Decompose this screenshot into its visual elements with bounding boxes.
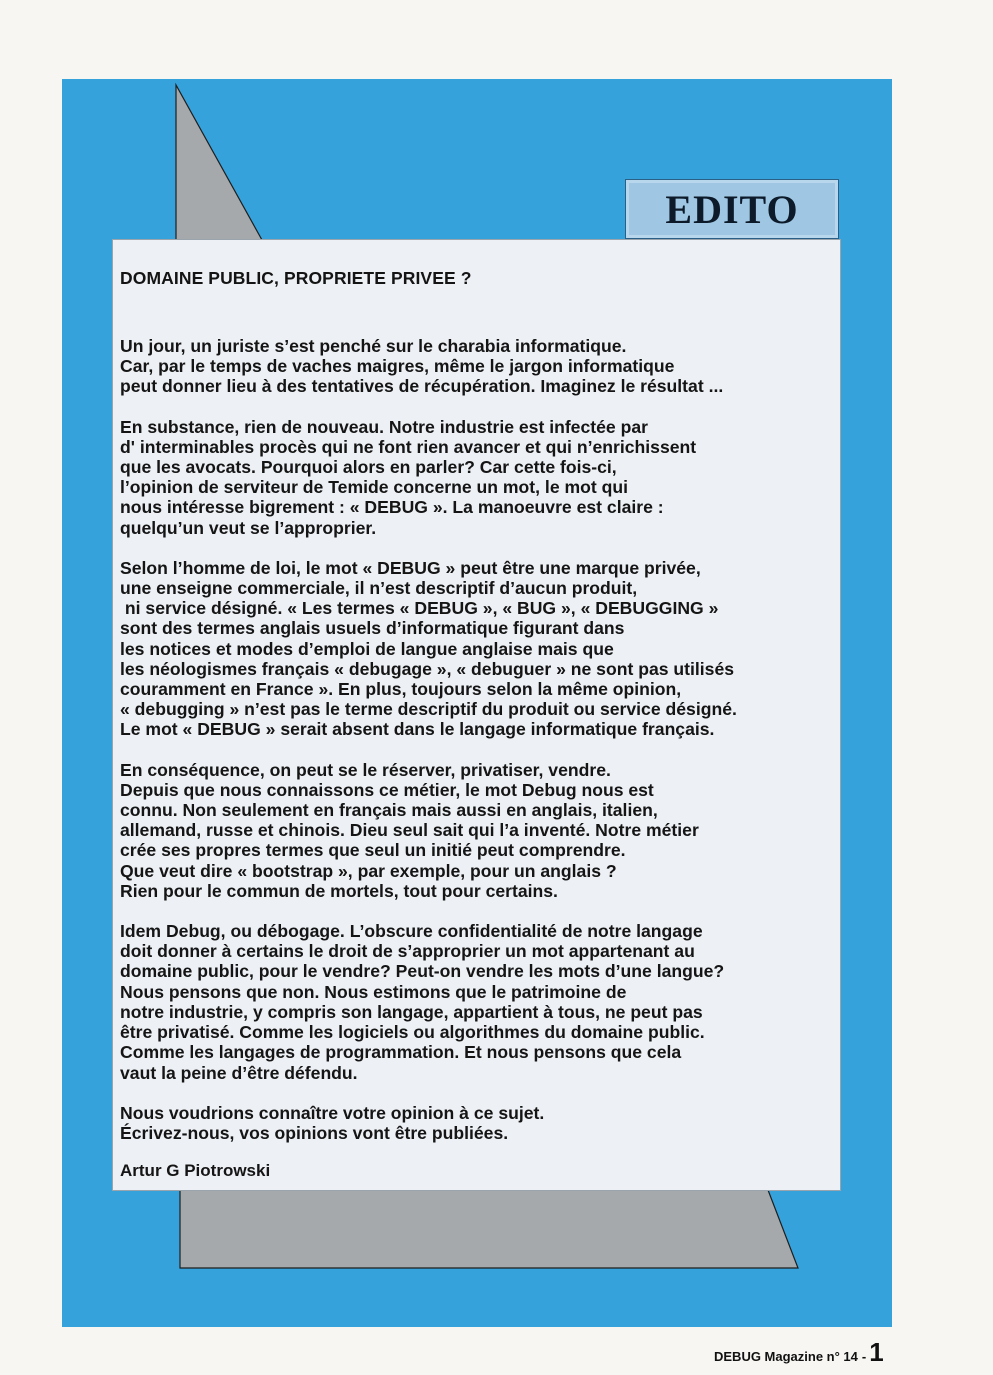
- paragraph-line: notre industrie, y compris son langage, appartient à tous, ne peut pas: [120, 1001, 703, 1022]
- article-paragraph: [120, 760, 830, 901]
- paragraph-line: quelqu’un veut se l’approprier.: [120, 517, 377, 538]
- paragraph-line: les notices et modes d’emploi de langue anglaise mais que: [120, 638, 614, 659]
- paragraph-line: les néologismes français « debugage », « debuguer » ne sont pas utilisés: [120, 658, 735, 679]
- paragraph-line: nous intéresse bigrement : « DEBUG ». La manoeuvre est claire :: [120, 497, 664, 518]
- paragraph-line: Selon l’homme de loi, le mot « DEBUG » peut être une marque privée,: [120, 557, 701, 578]
- article-paragraph: [120, 558, 830, 740]
- page-footer: [714, 1337, 884, 1368]
- article-headline: DOMAINE PUBLIC, PROPRIETE PRIVEE ?: [120, 268, 472, 288]
- paragraph-line: être privatisé. Comme les logiciels ou algorithmes du domaine public.: [120, 1022, 705, 1043]
- paragraph-line: Nous voudrions connaître votre opinion à ce sujet.: [120, 1102, 545, 1123]
- paragraph-line: ni service désigné. « Les termes « DEBUG », « BUG », « DEBUGGING »: [120, 598, 719, 619]
- paragraph-line: allemand, russe et chinois. Dieu seul sait qui l’a inventé. Notre métier: [120, 820, 699, 841]
- editorial-text-box: [112, 239, 841, 1191]
- author-signature: Artur G Piotrowski: [120, 1161, 271, 1181]
- paragraph-line: connu. Non seulement en français mais aussi en anglais, italien,: [120, 800, 658, 821]
- paragraph-line: une enseigne commerciale, il n’est descriptif d’aucun produit,: [120, 578, 638, 599]
- paragraph-line: crée ses propres termes que seul un initié peut comprendre.: [120, 840, 626, 861]
- paragraph-line: l’opinion de serviteur de Temide concerne un mot, le mot qui: [120, 477, 629, 498]
- paragraph-line: que les avocats. Pourquoi alors en parler? Car cette fois-ci,: [120, 457, 617, 478]
- article-body: [120, 336, 830, 1143]
- paragraph-line: domaine public, pour le vendre? Peut-on vendre les mots d’une langue?: [120, 961, 725, 982]
- paragraph-line: vaut la peine d’être défendu.: [120, 1062, 358, 1083]
- edito-banner: [625, 179, 839, 239]
- footer-separator: -: [861, 1349, 867, 1364]
- paragraph-line: Un jour, un juriste s’est penché sur le charabia informatique.: [120, 336, 627, 356]
- paragraph-line: Rien pour le commun de mortels, tout pour certains.: [120, 880, 558, 901]
- page-number: 1: [869, 1337, 884, 1367]
- paragraph-line: doit donner à certains le droit de s’approprier un mot appartenant au: [120, 941, 695, 962]
- paragraph-line: peut donner lieu à des tentatives de récupération. Imaginez le résultat ...: [120, 376, 724, 397]
- paragraph-line: Le mot « DEBUG » serait absent dans le langage informatique français.: [120, 719, 715, 740]
- article-paragraph: [120, 921, 830, 1083]
- edito-title: EDITO: [665, 186, 799, 232]
- paragraph-line: Que veut dire « bootstrap », par exemple, pour un anglais ?: [120, 860, 617, 881]
- paragraph-line: Idem Debug, ou débogage. L’obscure confidentialité de notre langage: [120, 921, 703, 942]
- paragraph-line: Nous pensons que non. Nous estimons que le patrimoine de: [120, 981, 627, 1002]
- paragraph-line: En conséquence, on peut se le réserver, privatiser, vendre.: [120, 759, 611, 780]
- paragraph-line: Comme les langages de programmation. Et nous pensons que cela: [120, 1042, 682, 1063]
- paragraph-line: Écrivez-nous, vos opinions vont être publiées.: [120, 1122, 509, 1143]
- paragraph-line: couramment en France ». En plus, toujours selon la même opinion,: [120, 679, 682, 700]
- article-paragraph: [120, 1103, 830, 1143]
- paragraph-line: sont des termes anglais usuels d’informatique figurant dans: [120, 618, 625, 639]
- paragraph-line: En substance, rien de nouveau. Notre industrie est infectée par: [120, 416, 648, 437]
- paragraph-line: d' interminables procès qui ne font rien avancer et qui n’enrichissent: [120, 436, 697, 457]
- paragraph-line: Depuis que nous connaissons ce métier, le mot Debug nous est: [120, 779, 654, 800]
- magazine-issue: DEBUG Magazine n° 14: [714, 1349, 858, 1364]
- paragraph-line: « debugging » n’est pas le terme descriptif du produit ou service désigné.: [120, 699, 737, 720]
- article-paragraph: [120, 336, 830, 397]
- paragraph-line: Car, par le temps de vaches maigres, même le jargon informatique: [120, 356, 675, 377]
- article-paragraph: [120, 417, 830, 538]
